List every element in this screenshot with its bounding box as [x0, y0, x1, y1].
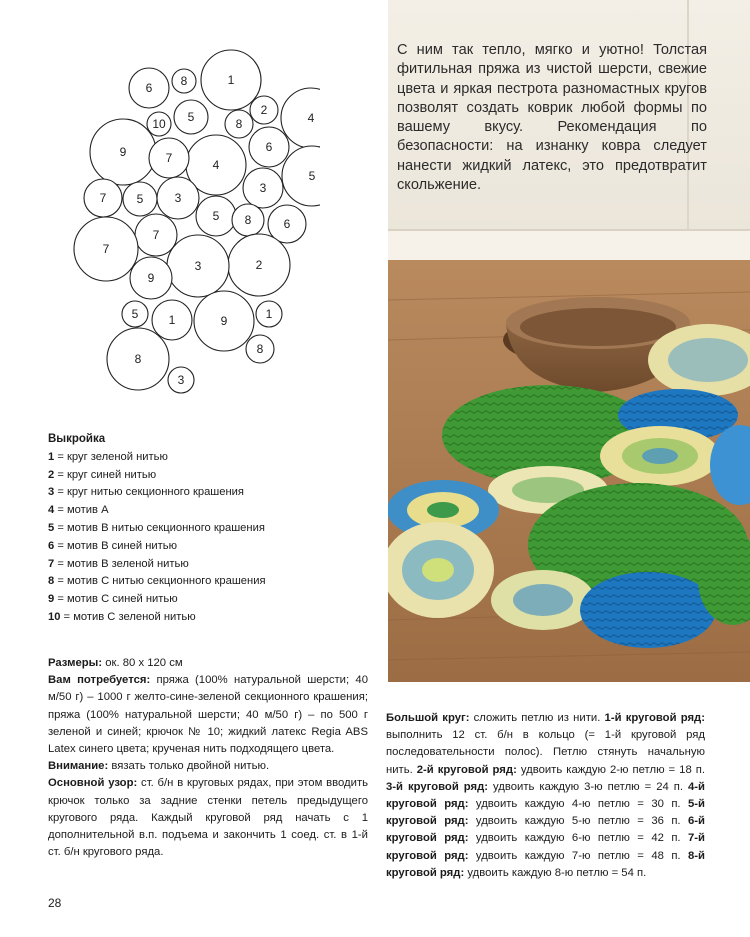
pattern-circle-8	[172, 69, 196, 93]
circle-number: 1	[227, 73, 235, 87]
circle-number: 3	[259, 181, 267, 195]
pattern-circle-3	[168, 367, 194, 393]
circle-number: 6	[265, 140, 273, 154]
pattern-circle-9	[130, 257, 172, 299]
circle-number: 8	[134, 352, 142, 366]
circle-number: 8	[244, 213, 252, 227]
materials-column	[48, 655, 368, 861]
pattern-circle-7	[135, 214, 177, 256]
pattern-circle-8	[246, 335, 274, 363]
circle-number: 3	[194, 259, 202, 273]
circle-number: 1	[265, 307, 273, 321]
pattern-circle-8	[232, 204, 264, 236]
pattern-circle-3	[243, 168, 283, 208]
pattern-circle-5	[174, 100, 208, 134]
circle-number: 7	[99, 191, 107, 205]
legend-item: 5 = мотив В нитью секционного крашения	[48, 521, 265, 534]
legend-item: 3 = круг нитью секционного крашения	[48, 486, 244, 499]
pattern-circle-6	[249, 127, 289, 167]
circle-number: 9	[147, 271, 155, 285]
pattern-circle-10	[147, 112, 171, 136]
size-paragraph: Размеры: ок. 80 х 120 см	[48, 657, 183, 669]
legend-item: 10 = мотив С зеленой нитью	[48, 610, 196, 623]
pattern-legend	[48, 431, 266, 627]
pattern-circle-1	[256, 301, 282, 327]
pattern-circle-3	[167, 235, 229, 297]
circle-layout-diagram	[60, 40, 320, 420]
legend-item: 8 = мотив С нитью секционного крашения	[48, 575, 266, 588]
circle-number: 5	[187, 110, 195, 124]
intro-text: С ним так тепло, мягко и уютно! Толстая фитильная пряжа из чистой шерсти, свежие цвета и яркая пестрота разномастных кругов позволят создать коврик любой формы по вашему вкусу. Рекомендация по безопасности: на изнанку ковра следует нанести жидкий латекс, это предотвратит скольжение.	[397, 42, 707, 194]
pattern-circle-5	[122, 301, 148, 327]
pattern-circle-5	[123, 182, 157, 216]
circle-number: 9	[220, 314, 228, 328]
legend-item: 6 = мотив В синей нитью	[48, 539, 178, 552]
pattern-circle-9	[194, 291, 254, 351]
circle-number: 6	[283, 217, 291, 231]
attention-paragraph: Внимание: вязать только двойной нитью.	[48, 760, 270, 773]
legend-title: Выкройка	[48, 433, 106, 445]
big-circle-paragraph: Большой круг: сложить петлю из нити. 1-й круговой ряд: выполнить 12 ст. б/н в кольцо (= 1-й круговой ряд последовательности полос). Петлю стянуть начальную нить. 2-й круговой ряд: удвоить каждую 2-ю петлю = 18 п. 3-й круговой ряд: удвоить каждую 3-ю петлю = 24 п. 4-й круговой ряд: удвоить каждую 4-ю петлю = 30 п. 5-й круговой ряд: удвоить каждую 5-ю петлю = 36 п. 6-й круговой ряд: удвоить каждую 6-ю петлю = 42 п. 7-й круговой ряд: удвоить каждую 7-ю петлю = 48 п. 8-й круговой ряд: удвоить каждую 8-ю петлю = 54 п.	[386, 712, 706, 879]
circle-number: 7	[102, 242, 110, 256]
circle-number: 8	[180, 74, 188, 88]
legend-item: 7 = мотив В зеленой нитью	[48, 557, 189, 570]
pattern-paragraph: Основной узор: ст. б/н в круговых рядах, при этом вводить крючок только за задние стенки петель предыдущего кругового ряда. Каждый круговой ряд начать с 1 дополнительной в.п. подъема и закончить 1 соед. ст. в 1-й ст. б/н кругового ряда.	[48, 777, 369, 859]
circle-number: 6	[145, 81, 153, 95]
circle-number: 2	[260, 103, 268, 117]
circle-number: 4	[307, 111, 315, 125]
circle-number: 7	[165, 151, 173, 165]
pattern-circle-5	[196, 196, 236, 236]
legend-item: 9 = мотив С синей нитью	[48, 593, 178, 606]
circle-number: 5	[212, 209, 220, 223]
legend-item: 1 = круг зеленой нитью	[48, 450, 168, 463]
circle-number: 2	[255, 258, 263, 272]
circle-number: 8	[256, 342, 264, 356]
circle-number: 4	[212, 158, 220, 172]
circle-number: 5	[136, 192, 144, 206]
pattern-circle-8	[107, 328, 169, 390]
pattern-circle-7	[74, 217, 138, 281]
pattern-circle-8	[225, 110, 253, 138]
circle-number: 7	[152, 228, 160, 242]
pattern-circle-1	[152, 300, 192, 340]
circle-number: 8	[235, 117, 243, 131]
pattern-circle-7	[149, 138, 189, 178]
circle-number: 5	[131, 307, 139, 321]
pattern-circle-2	[228, 234, 290, 296]
circle-number: 5	[308, 169, 316, 183]
materials-paragraph: Вам потребуется: пряжа (100% натуральной шерсти; 40 м/50 г) – 1000 г желто-сине-зеленой секционного крашения; пряжа (100% натуральной шерсти; 40 м/50 г) – по 500 г зеленой и синей; крючок № 10; жидкий латекс Regia ABS Latex синего цвета; крученая нить подходящего цвета.	[48, 674, 368, 756]
pattern-circle-2	[250, 96, 278, 124]
page-number: 28	[48, 896, 62, 910]
circle-number: 3	[177, 373, 185, 387]
pattern-circle-7	[84, 179, 122, 217]
circle-number: 1	[168, 313, 176, 327]
pattern-circle-6	[129, 68, 169, 108]
circle-number: 9	[119, 145, 127, 159]
instructions-column	[386, 710, 705, 882]
pattern-circle-1	[201, 50, 261, 110]
legend-item: 2 = круг синей нитью	[48, 468, 157, 481]
circle-number: 3	[174, 191, 182, 205]
pattern-circle-9	[90, 119, 156, 185]
pattern-circle-3	[157, 177, 199, 219]
circle-number: 10	[152, 117, 166, 131]
legend-item: 4 = мотив А	[48, 504, 109, 517]
